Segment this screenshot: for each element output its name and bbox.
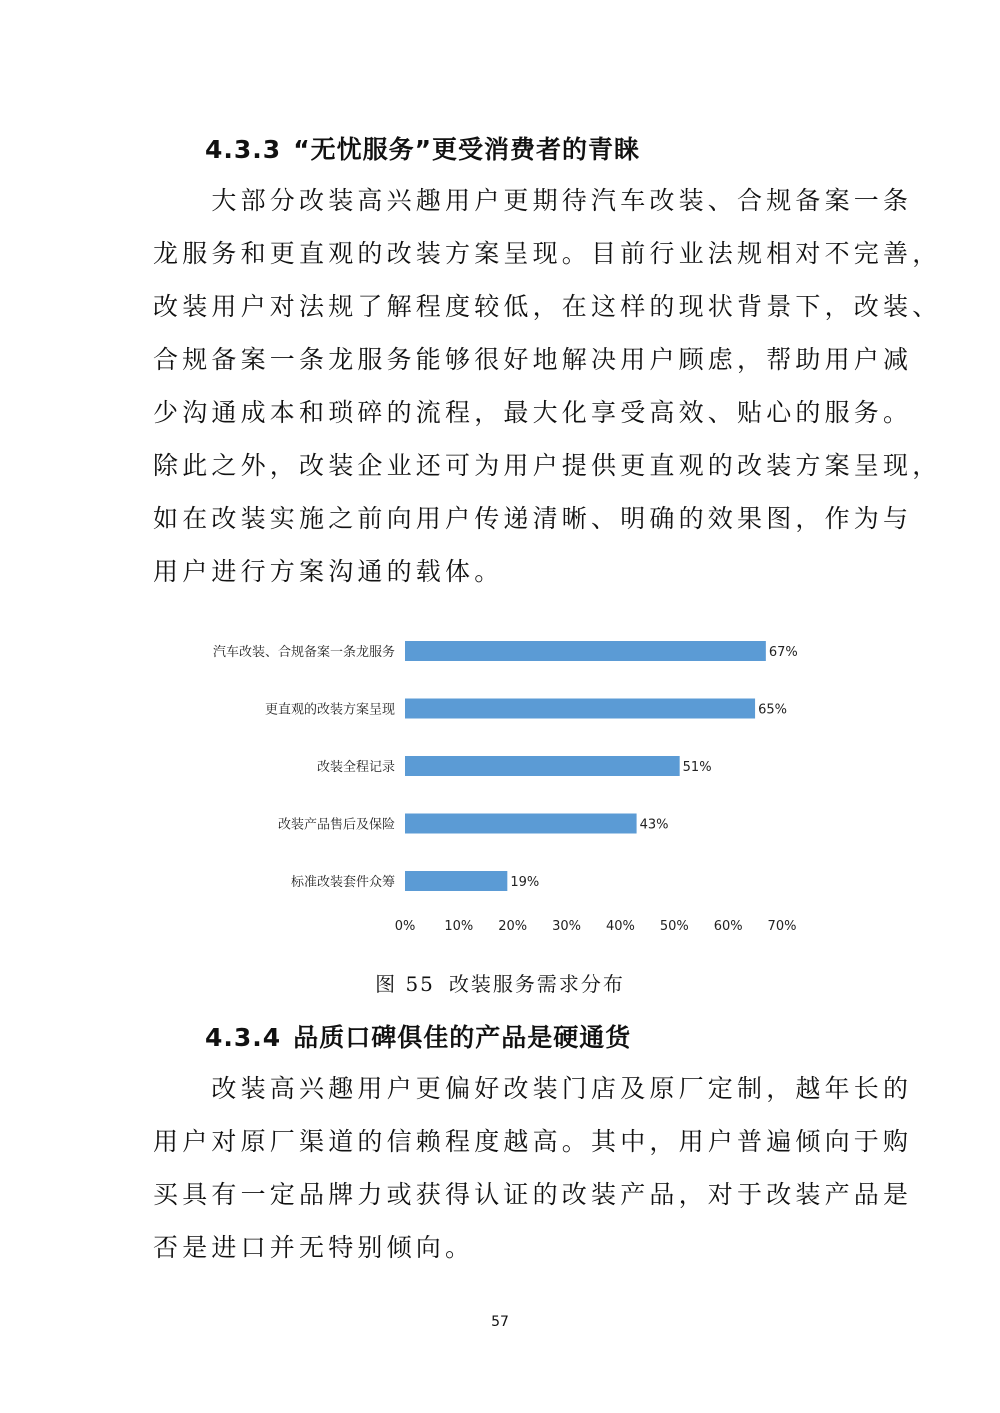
category-label: 改装产品售后及保险 (277, 817, 395, 833)
bar-chart-container (0, 600, 1000, 960)
section-number: 4.3.4 (205, 1023, 282, 1052)
figure-caption (0, 968, 1000, 997)
paragraph-line: 改装高兴趣用户更偏好改装门店及原厂定制，越年长的 (153, 1074, 913, 1103)
paragraph-line: 少沟通成本和琐碎的流程，最大化享受高效、贴心的服务。 (153, 398, 913, 427)
x-tick-label: 0% (394, 919, 416, 934)
paragraph-line: 改装用户对法规了解程度较低，在这样的现状背景下，改装、 (153, 292, 942, 321)
data-label: 65% (758, 702, 787, 718)
section-heading-4-3-3 (205, 130, 640, 166)
paragraph-line: 大部分改装高兴趣用户更期待汽车改装、合规备案一条 (153, 186, 913, 215)
x-tick-label: 30% (552, 919, 582, 934)
paragraph-line: 除此之外，改装企业还可为用户提供更直观的改装方案呈现， (153, 451, 942, 480)
x-tick-label: 10% (444, 919, 474, 934)
x-tick-label: 50% (659, 919, 689, 934)
category-label: 标准改装套件众筹 (290, 875, 395, 890)
paragraph-line: 龙服务和更直观的改装方案呈现。目前行业法规相对不完善， (153, 239, 942, 268)
data-label: 19% (510, 875, 540, 890)
category-label: 更直观的改装方案呈现 (264, 702, 395, 718)
section-4-3-3-paragraph (153, 174, 942, 598)
x-tick-label: 40% (605, 919, 635, 934)
section-title: “无忧服务”更受消费者的青睐 (293, 135, 641, 164)
bar (405, 871, 507, 891)
x-tick-label: 20% (498, 919, 528, 934)
paragraph-line: 用户对原厂渠道的信赖程度越高。其中，用户普遍倾向于购 (153, 1127, 913, 1156)
bar (405, 699, 755, 719)
data-label: 51% (682, 760, 712, 775)
paragraph-line: 买具有一定品牌力或获得认证的改装产品，对于改装产品是 (153, 1180, 913, 1209)
page-number: 57 (491, 1314, 509, 1330)
figure-label: 图 55 (375, 972, 435, 996)
bar (405, 756, 680, 776)
category-label: 汽车改装、合规备案一条龙服务 (212, 645, 395, 660)
data-label: 43% (639, 817, 669, 833)
bar (405, 641, 766, 661)
x-tick-label: 70% (767, 919, 797, 934)
bar-chart (0, 600, 1000, 960)
paragraph-line: 否是进口并无特别倾向。 (153, 1233, 475, 1262)
bar (405, 814, 637, 834)
paragraph-line: 合规备案一条龙服务能够很好地解决用户顾虑，帮助用户减 (153, 345, 913, 374)
x-tick-label: 60% (713, 919, 743, 934)
figure-caption-text: 改装服务需求分布 (448, 972, 625, 996)
data-label: 67% (768, 645, 798, 660)
section-title: 品质口碑俱佳的产品是硬通货 (293, 1023, 632, 1052)
category-label: 改装全程记录 (316, 760, 395, 775)
paragraph-line: 如在改装实施之前向用户传递清晰、明确的效果图，作为与 (153, 504, 913, 533)
section-4-3-4-paragraph (153, 1062, 913, 1274)
section-heading-4-3-4 (205, 1018, 631, 1054)
paragraph-line: 用户进行方案沟通的载体。 (153, 557, 504, 586)
section-number: 4.3.3 (205, 135, 282, 164)
